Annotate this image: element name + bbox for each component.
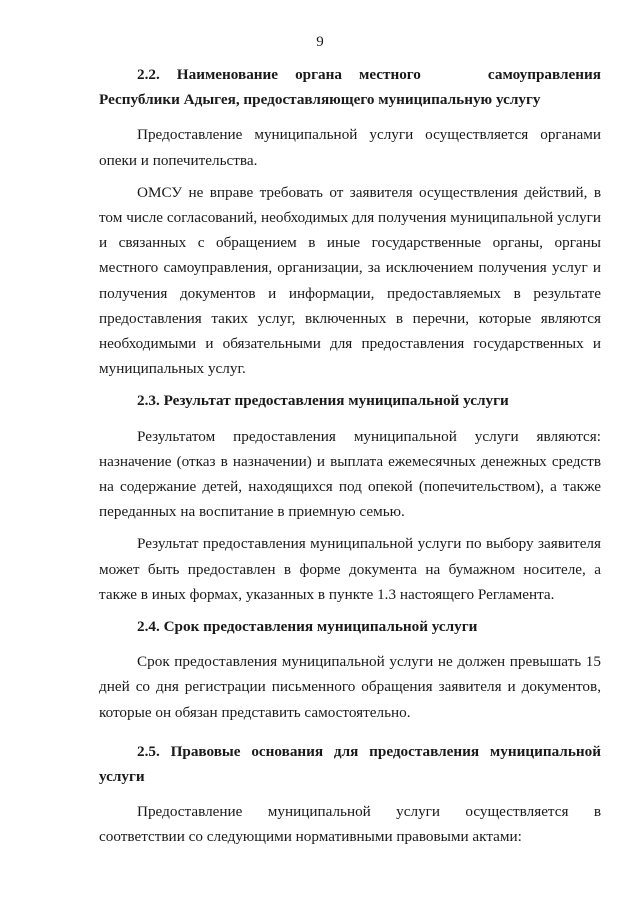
paragraph: ОМСУ не вправе требовать от заявителя осуществления действий, в том числе согласований, необходимых для получения муниципальной услуги и связанных с обращением в иные государственные органы, органы местного самоуправления, организации, за исключением получения услуг и получения документов и информации, предоставляемых в результате предоставления таких услуг, включенных в перечни, которые являются необходимыми и обязательными для предоставления государственных и муниципальных услуг. [99,183,601,378]
heading-word: местного [358,66,421,83]
heading-word: самоуправления [487,66,601,83]
section-heading-2-2 [99,62,601,112]
heading-word: основания [251,742,324,760]
paragraph: Срок предоставления муниципальной услуги не должен превышать 15 дней со дня регистрации письменного обращения заявителя и документов, которые он обязан представить самостоятельно. [99,653,601,721]
section-heading-2-5-line2: услуги [99,768,145,786]
heading-word: органа [295,66,342,83]
page-number: 9 [316,34,324,50]
heading-word: Наименование [176,66,279,83]
heading-word: предоставления [369,742,480,760]
heading-number: 2.2. [137,66,160,83]
paragraph: Предоставление муниципальной услуги осуществляется в соответствии со следующими нормативными правовыми актами: [99,803,601,846]
heading-word: для [333,742,359,760]
section-heading-2-5 [99,739,601,789]
heading-number: 2.5. [137,742,160,760]
section-heading-2-5-line1 [99,739,601,764]
heading-word: Правовые [170,742,241,760]
section-heading-2-4: 2.4. Срок предоставления муниципальной услуги [137,618,478,636]
heading-word: муниципальной [489,742,601,760]
paragraph: Предоставление муниципальной услуги осуществляется органами опеки и попечительства. [99,126,601,169]
paragraph: Результатом предоставления муниципальной услуги являются: назначение (отказ в назначении) и выплата ежемесячных денежных средств на содержание детей, находящихся под опекой (попечительством), а также переданных на воспитание в приемную семью. [99,427,601,521]
document-body [99,62,601,857]
section-heading-2-2-line1 [99,62,601,87]
section-heading-2-3: 2.3. Результат предоставления муниципальной услуги [137,392,509,410]
section-heading-2-2-line2: Республики Адыгея, предоставляющего муниципальную услугу [99,91,541,109]
paragraph: Результат предоставления муниципальной услуги по выбору заявителя может быть предоставлен в форме документа на бумажном носителе, а также в иных формах, указанных в пункте 1.3 настоящего Регламента. [99,535,601,603]
